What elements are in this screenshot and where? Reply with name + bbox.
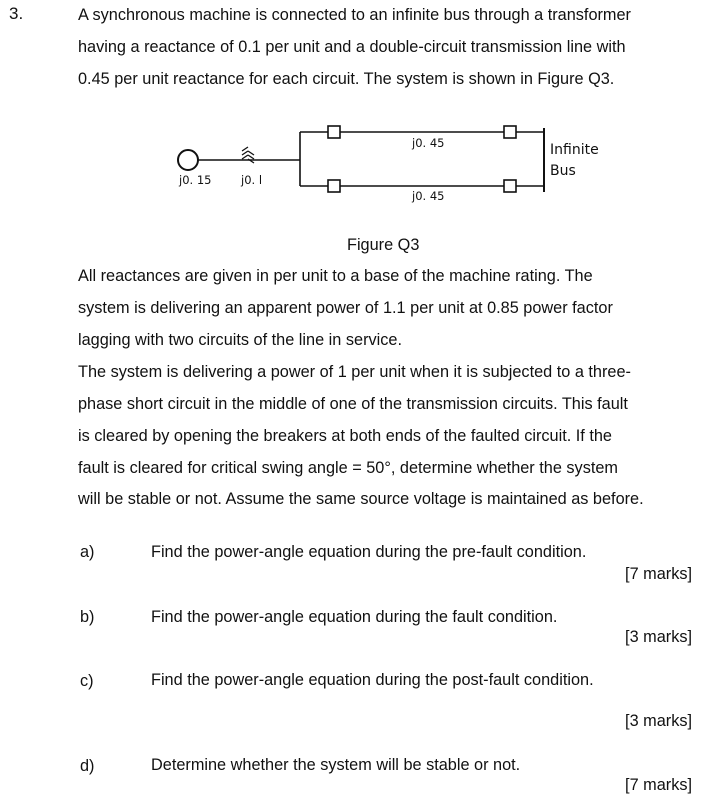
breaker-top-right: [504, 126, 516, 138]
generator-symbol: [178, 150, 198, 170]
body-line-7: fault is cleared for critical swing angle = 50°, determine whether the system: [78, 459, 618, 477]
breaker-bottom-right: [504, 180, 516, 192]
breaker-top-left: [328, 126, 340, 138]
body-line-8: will be stable or not. Assume the same source voltage is maintained as before.: [78, 490, 644, 508]
intro-line-1: A synchronous machine is connected to an infinite bus through a transformer: [78, 6, 631, 24]
line-top-reactance-label: j0. 45: [412, 136, 445, 150]
part-a-marks: [7 marks]: [625, 565, 692, 583]
part-d-text: Determine whether the system will be stable or not.: [151, 756, 521, 774]
part-c-text: Find the power-angle equation during the post-fault condition.: [151, 671, 594, 689]
generator-reactance-label: j0. 15: [179, 173, 212, 187]
question-number: 3.: [9, 4, 24, 23]
breaker-bottom-left: [328, 180, 340, 192]
body-line-3: lagging with two circuits of the line in service.: [78, 331, 402, 349]
part-d-marks: [7 marks]: [625, 776, 692, 794]
body-line-6: is cleared by opening the breakers at both ends of the faulted circuit. If the: [78, 427, 612, 445]
part-a-label: a): [80, 543, 95, 561]
intro-line-3: 0.45 per unit reactance for each circuit. The system is shown in Figure Q3.: [78, 70, 615, 88]
figure-caption: Figure Q3: [347, 236, 420, 254]
infinite-bus-label: Infinite: [550, 142, 599, 158]
body-line-5: phase short circuit in the middle of one of the transmission circuits. This fault: [78, 395, 628, 413]
part-b-marks: [3 marks]: [625, 628, 692, 646]
part-c-label: c): [80, 672, 94, 690]
part-b-label: b): [80, 608, 95, 626]
body-line-1: All reactances are given in per unit to a base of the machine rating. The: [78, 267, 593, 285]
bus-label: Bus: [550, 163, 576, 179]
transformer-reactance-label: j0. l: [241, 173, 263, 187]
part-b-text: Find the power-angle equation during the fault condition.: [151, 608, 558, 626]
line-bottom-reactance-label: j0. 45: [412, 189, 445, 203]
part-a-text: Find the power-angle equation during the pre-fault condition.: [151, 543, 587, 561]
figure-q3-diagram: [168, 120, 628, 212]
body-line-4: The system is delivering a power of 1 per unit when it is subjected to a three-: [78, 363, 631, 381]
body-line-2: system is delivering an apparent power of 1.1 per unit at 0.85 power factor: [78, 299, 613, 317]
part-d-label: d): [80, 757, 95, 775]
part-c-marks: [3 marks]: [625, 712, 692, 730]
intro-line-2: having a reactance of 0.1 per unit and a double-circuit transmission line with: [78, 38, 626, 56]
